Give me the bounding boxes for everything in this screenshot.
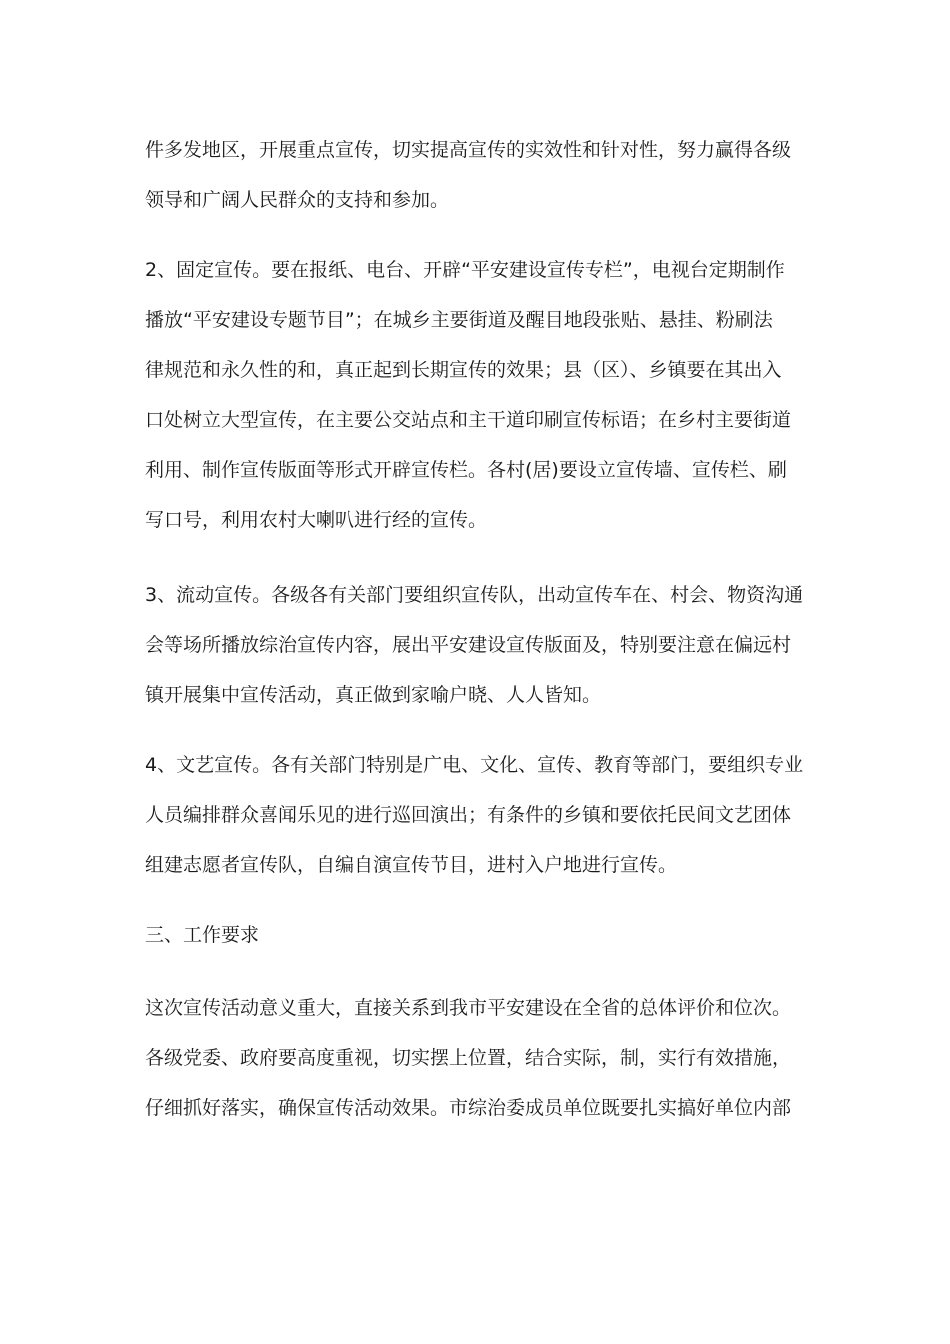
paragraph-mobile-publicity: 3、流动宣传。各级各有关部门要组织宣传队，出动宣传车在、村会、物资沟通 会等场所播放综治宣传内容，展出平安建设宣传版面及，特别要注意在偏远村 镇开展集中宣传活动，真正做到家喻户晓、人人皆知。 [145,584,804,706]
paragraph-fixed-publicity: 2、固定宣传。要在报纸、电台、开辟“平安建设宣传专栏”，电视台定期制作 播放“平安建设专题节目”；在城乡主要街道及醒目地段张贴、悬挂、粉刷法 律规范和永久性的和，真正起到长期宣传的效果；县（区）、乡镇要在其出入 口处树立大型宣传，在主要公交站点和主干道印刷宣传标语；在乡村主要街道 利用、制作宣传版面等形式开辟宣传栏。各村(居)要设立宣传墙、宣传栏、刷 写口号，利用农村大喇叭进行经的宣传。 [145,259,792,531]
paragraph-work-requirements: 这次宣传活动意义重大，直接关系到我市平安建设在全省的总体评价和位次。 各级党委、政府要高度重视，切实摆上位置，结合实际，制，实行有效措施， 仔细抓好落实，确保宣传活动效果。市综治委成员单位既要扎实搞好单位内部 [145,997,792,1119]
paragraph-continuation: 件多发地区，开展重点宣传，切实提高宣传的实效性和针对性，努力赢得各级 领导和广阔人民群众的支持和参加。 [145,139,792,211]
section-heading-work-requirements: 三、工作要求 [145,924,260,946]
paragraph-arts-publicity: 4、文艺宣传。各有关部门特别是广电、文化、宣传、教育等部门，要组织专业 人员编排群众喜闻乐见的进行巡回演出；有条件的乡镇和要依托民间文艺团体 组建志愿者宣传队，自编自演宣传节目，进村入户地进行宣传。 [145,754,804,876]
